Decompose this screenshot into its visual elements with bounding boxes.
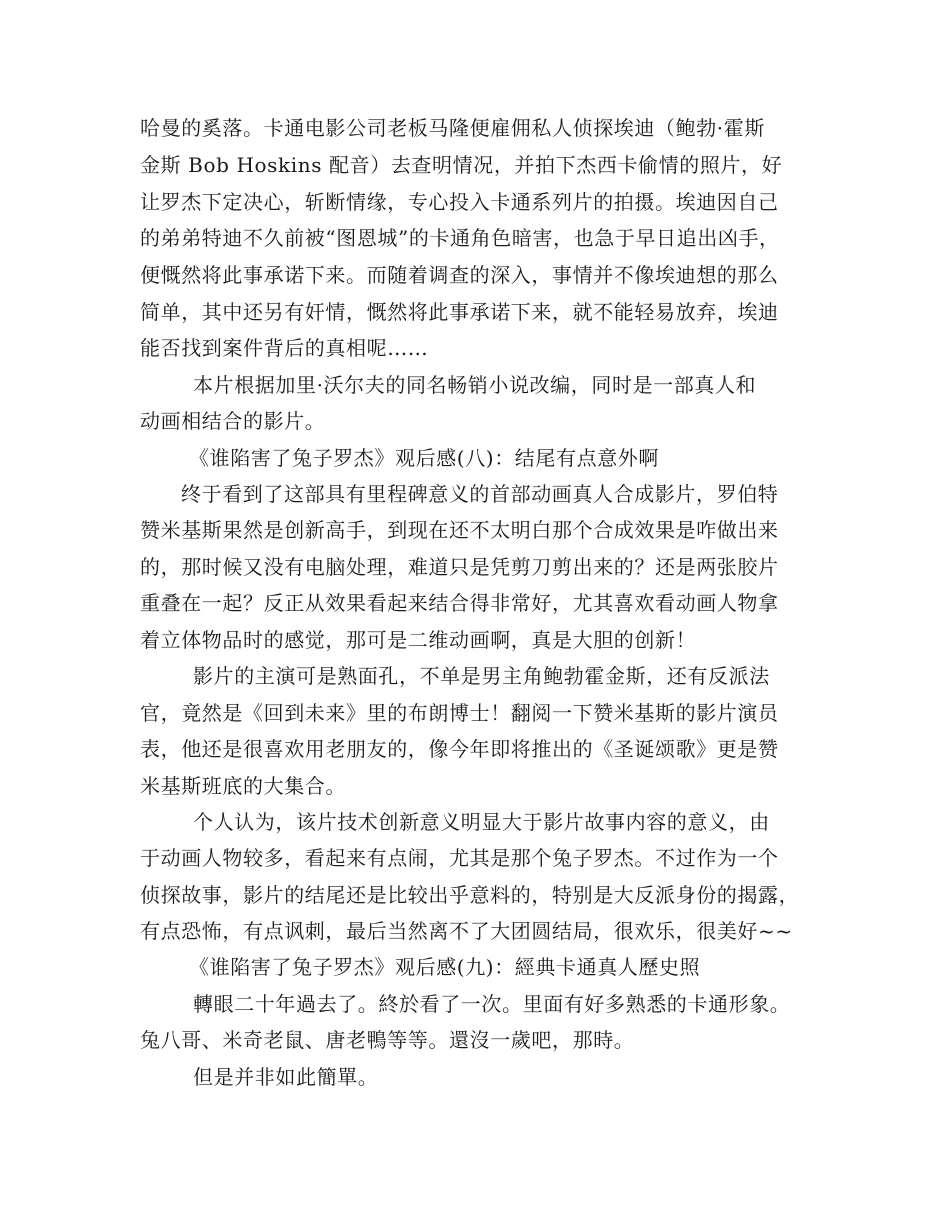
paragraph-start: 本片根据加里·沃尔夫的同名畅销小说改编，同时是一部真人和 (193, 373, 757, 397)
text-line: 表，他还是很喜欢用老朋友的，像今年即将推出的《圣诞颂歌》更是赞 (140, 737, 779, 761)
text-line: 着立体物品时的感觉，那可是二维动画啊，真是大胆的创新！ (140, 628, 697, 652)
text-line: 便慨然将此事承诺下来。而随着调查的深入，事情并不像埃迪想的那么 (140, 263, 779, 287)
text-line: 兔八哥、米奇老鼠、唐老鴨等等。還沒一歲吧，那時。 (140, 1028, 635, 1052)
paragraph-start: 但是并非如此簡單。 (193, 1065, 379, 1089)
paragraph-start: 影片的主演可是熟面孔，不单是男主角鲍勃霍金斯，还有反派法 (193, 664, 770, 688)
text-line: 的，那时候又没有电脑处理，难道只是凭剪刀剪出来的？还是两张胶片 (140, 555, 779, 579)
section-heading: 《谁陷害了兔子罗杰》观后感(八)：结尾有点意外啊 (189, 446, 660, 470)
text-line: 动画相结合的影片。 (140, 409, 326, 433)
text-line: 于动画人物较多，看起来有点闹，尤其是那个兔子罗杰。不过作为一个 (140, 846, 779, 870)
text-line: 让罗杰下定决心，斩断情缘，专心投入卡通系列片的拍摄。埃迪因自己 (140, 190, 779, 214)
text-line: 重叠在一起？反正从效果看起来结合得非常好，尤其喜欢看动画人物拿 (140, 591, 779, 615)
text-line: 金斯 Bob Hoskins 配音）去查明情况，并拍下杰西卡偷情的照片，好 (140, 153, 783, 177)
text-line: 哈曼的奚落。卡通电影公司老板马隆便雇佣私人侦探埃迪（鲍勃·霍斯 (140, 116, 765, 140)
text-line: 赞米基斯果然是创新高手，到现在还不太明白那个合成效果是咋做出来 (140, 518, 779, 542)
paragraph-start: 轉眼二十年過去了。終於看了一次。里面有好多熟悉的卡通形象。 (193, 992, 791, 1016)
text-line: 的弟弟特迪不久前被“图恩城”的卡通角色暗害，也急于早日追出凶手， (140, 226, 780, 250)
text-line: 侦探故事，影片的结尾还是比较出乎意料的，特别是大反派身份的揭露， (140, 883, 800, 907)
text-line: 简单，其中还另有奸情，慨然将此事承诺下来，就不能轻易放弃，埃迪 (140, 300, 779, 324)
paragraph-start: 终于看到了这部具有里程碑意义的首部动画真人合成影片，罗伯特 (181, 482, 779, 506)
text-line: 官，竟然是《回到未来》里的布朗博士！翻阅一下赞米基斯的影片演员 (140, 701, 779, 725)
section-heading: 《谁陷害了兔子罗杰》观后感(九)：經典卡通真人歷史照 (189, 955, 701, 979)
text-line: 能否找到案件背后的真相呢…… (140, 336, 429, 360)
paragraph-start: 个人认为，该片技术创新意义明显大于影片故事内容的意义，由 (193, 810, 770, 834)
text-line: 有点恐怖，有点讽刺，最后当然离不了大团圆结局，很欢乐，很美好~~ (140, 919, 793, 943)
text-line: 米基斯班底的大集合。 (140, 774, 346, 798)
